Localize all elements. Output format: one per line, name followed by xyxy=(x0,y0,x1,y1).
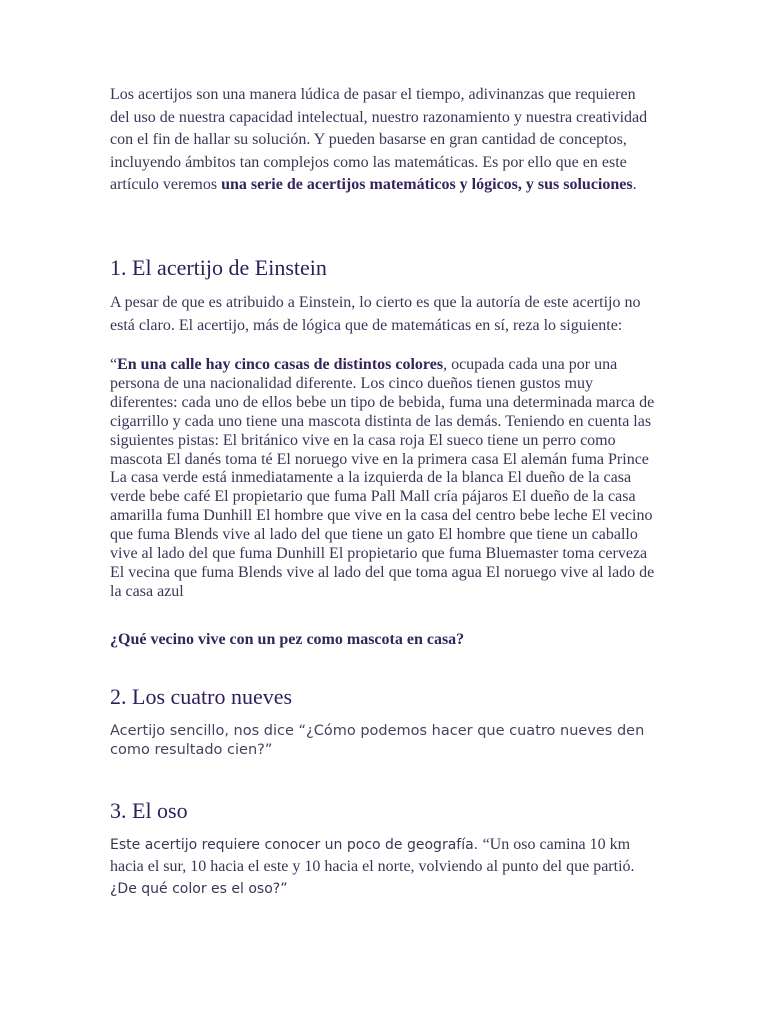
section-1-paragraph: A pesar de que es atribuido a Einstein, lo cierto es que la autoría de este acertijo no está claro. El acertijo, más de lógica que de matemáticas en sí, reza lo siguiente: xyxy=(110,294,641,334)
quote-bold-text: En una calle hay cinco casas de distintos colores xyxy=(117,356,444,373)
quote-text: , ocupada cada una por una persona de una nacionalidad diferente. Los cinco dueños tienen gustos muy diferentes: cada uno de ellos bebe un tipo de bebida, fuma una determinada marca de cigarrillo y cada uno tiene una mascota distinta de las demás. Teniendo en cuenta las siguientes pistas: El británico vive en la casa roja El sueco tiene un perro como mascota El danés toma té El noruego vive en la primera casa El alemán fuma Prince La casa verde está inmediatamente a la izquierda de la blanca El dueño de la casa verde bebe café El propietario que fuma Pall Mall cría pájaros El dueño de la casa amarilla fuma Dunhill El hombre que vive en la casa del centro bebe leche El vecino que fuma Blends vive al lado del que tiene un gato El hombre que tiene un caballo vive al lado del que fuma Dunhill El propietario que fuma Bluemaster toma cerveza El vecina que fuma Blends vive al lado del que toma agua El noruego vive al lado de la casa azul xyxy=(110,356,655,600)
section-2-paragraph: Acertijo sencillo, nos dice “¿Cómo podemos hacer que cuatro nueves den como resultado cien?” xyxy=(110,723,645,758)
riddle-question: ¿Qué vecino vive con un pez como mascota en casa? xyxy=(110,631,465,648)
intro-text: Los acertijos son una manera lúdica de pasar el tiempo, adivinanzas que requieren del uso de nuestra capacidad intelectual, nuestro razonamiento y nuestra creatividad con el fin de hallar su solución. Y pueden basarse en gran cantidad de conceptos, incluyendo ámbitos tan complejos como las matemáticas. Es por ello que en este artículo veremos xyxy=(110,86,648,193)
quote-open-mark: “ xyxy=(110,356,118,373)
section-3-riddle: “Un oso camina 10 km hacia el sur, 10 hacia el este y 10 hacia el norte, volviendo al punto del que partió. xyxy=(110,836,635,875)
intro-paragraph xyxy=(110,84,658,197)
intro-bold-text: una serie de acertijos matemáticos y lógicos, y sus soluciones xyxy=(221,176,633,193)
section-3-heading: 3. El oso xyxy=(110,798,188,823)
section-2-heading: 2. Los cuatro nueves xyxy=(110,684,293,709)
section-3-paragraph xyxy=(110,834,658,900)
intro-end: . xyxy=(632,176,637,193)
section-3-intro: Este acertijo requiere conocer un poco de geografía. xyxy=(110,837,483,853)
section-1-heading: 1. El acertijo de Einstein xyxy=(110,255,327,280)
section-3-question: ¿De qué color es el oso?” xyxy=(110,881,288,897)
riddle-quote xyxy=(110,356,658,602)
